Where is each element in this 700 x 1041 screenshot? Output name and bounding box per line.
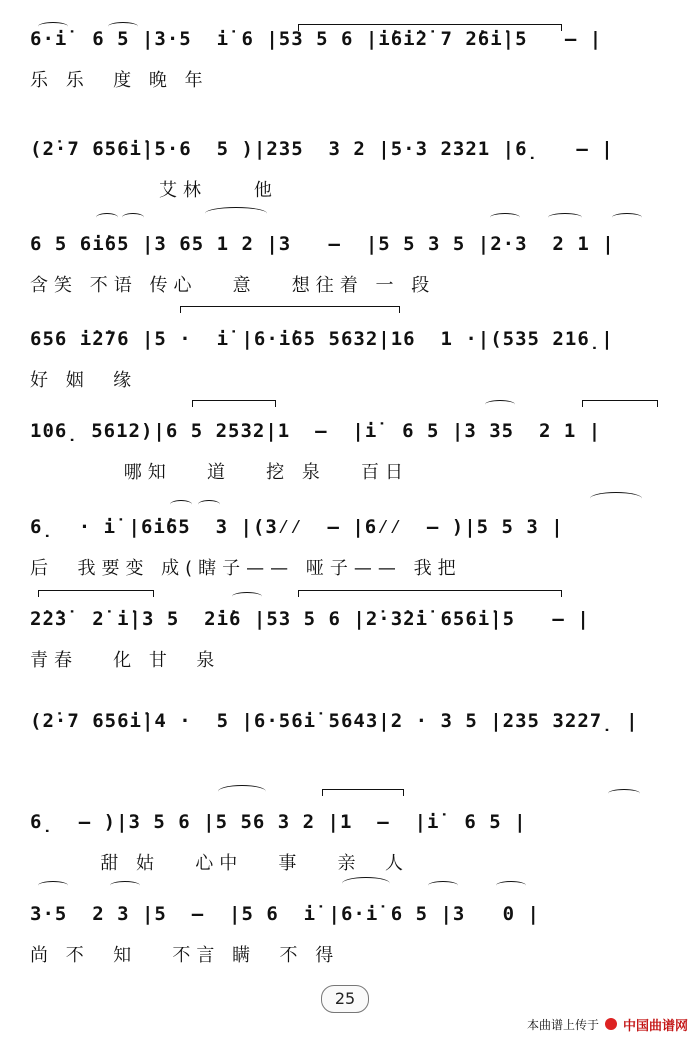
- footer: [527, 1013, 688, 1035]
- slur-mark: [612, 213, 642, 222]
- lyrics: 青春 化 甘 泉: [30, 650, 221, 671]
- slur-mark: [198, 500, 220, 509]
- slur-mark: [110, 881, 140, 890]
- score-system: [0, 205, 700, 315]
- footer-site-link[interactable]: 中国曲谱网: [622, 1018, 688, 1034]
- slur-mark: [590, 492, 642, 505]
- phrase-bracket: [38, 590, 154, 597]
- score-system: [0, 110, 700, 220]
- slur-mark: [108, 22, 138, 31]
- slur-mark: [96, 213, 118, 222]
- jianpu-notes: 106̣ 5612)|6 5 2532|1 — |i̇ 6 5 |3 35 2 1 |: [30, 420, 602, 442]
- slur-mark: [170, 500, 192, 509]
- phrase-bracket: [298, 24, 562, 31]
- slur-mark: [490, 213, 520, 222]
- lyrics: 含笑 不语 传心 意 想往着 一 段: [30, 275, 436, 296]
- slur-mark: [122, 213, 144, 222]
- lyrics: 乐 乐 度 晚 年: [30, 70, 209, 91]
- jianpu-notes: 2̇2̇3̇ 2̇ i̇|3 5 2̇i̇6 |53 5 6 |2̇·3̇2̇i̇ 656i̇|5 — |: [30, 608, 590, 630]
- lyrics: 艾林 他: [30, 180, 278, 201]
- jianpu-notes: (2̇·7 656i̇|4 · 5 |6·56i̇ 5643|2 · 3 5 |235 3227̣ |: [30, 710, 639, 732]
- lyrics: 哪知 道 挖 泉 百日: [30, 462, 409, 483]
- slur-mark: [548, 213, 582, 222]
- jianpu-notes: 3·5 2 3 |5 — |5 6 i̇ |6·i̇ 6 5 |3 0 |: [30, 903, 540, 925]
- slur-mark: [608, 789, 640, 798]
- phrase-bracket: [180, 306, 400, 313]
- jianpu-notes: 6̣ — )|3 5 6 |5 56 3 2 |1 — |i̇ 6 5 |: [30, 811, 527, 833]
- jianpu-notes: 6̣ · i̇ |6i̇65 3 |(3⁄⁄ — |6⁄⁄ — )|5 5 3 |: [30, 516, 564, 538]
- jianpu-notes: (2̇·7 656i̇|5·6 5 )|235 3 2 |5·3 2321 |6̣ — |: [30, 138, 614, 160]
- slur-mark: [342, 877, 390, 890]
- slur-mark: [38, 22, 68, 31]
- lyrics: [30, 748, 670, 778]
- page-number: 25: [321, 985, 369, 1013]
- phrase-bracket: [192, 400, 276, 407]
- phrase-bracket: [322, 789, 404, 796]
- jianpu-notes: 6·i̇ 6 5 |3·5 i̇ 6 |53 5 6 |i̇6i̇2̇ 7 2̇6i̇|5 — |: [30, 28, 603, 50]
- lyrics: 好 姻 缘: [30, 370, 138, 391]
- score-system: [0, 0, 700, 110]
- slur-mark: [485, 400, 515, 409]
- phrase-bracket: [582, 400, 658, 407]
- site-logo-icon: [605, 1018, 617, 1030]
- score-system: [0, 875, 700, 985]
- phrase-bracket: [298, 590, 562, 597]
- slur-mark: [496, 881, 526, 890]
- score-system: [0, 682, 700, 792]
- lyrics: 后 我要变 成(瞎子—— 哑子—— 我把: [30, 558, 462, 579]
- score-system: [0, 392, 700, 502]
- slur-mark: [205, 207, 267, 220]
- lyrics: 甜 姑 心中 事 亲 人: [30, 853, 409, 874]
- lyrics: 尚 不 知 不言 瞒 不 得: [30, 945, 340, 966]
- slur-mark: [232, 592, 262, 601]
- footer-text: 本曲谱上传于: [526, 1017, 599, 1032]
- slur-mark: [218, 785, 266, 798]
- slur-mark: [38, 881, 68, 890]
- score-system: [0, 580, 700, 690]
- jianpu-notes: 656 i̇2̇76 |5 · i̇ |6·i̇65 5632|16 1 ·|(535 216̣|: [30, 328, 614, 350]
- jianpu-notes: 6 5 6i̇65 |3 65 1 2 |3 — |5 5 3 5 |2·3 2 1 |: [30, 233, 615, 255]
- slur-mark: [428, 881, 458, 890]
